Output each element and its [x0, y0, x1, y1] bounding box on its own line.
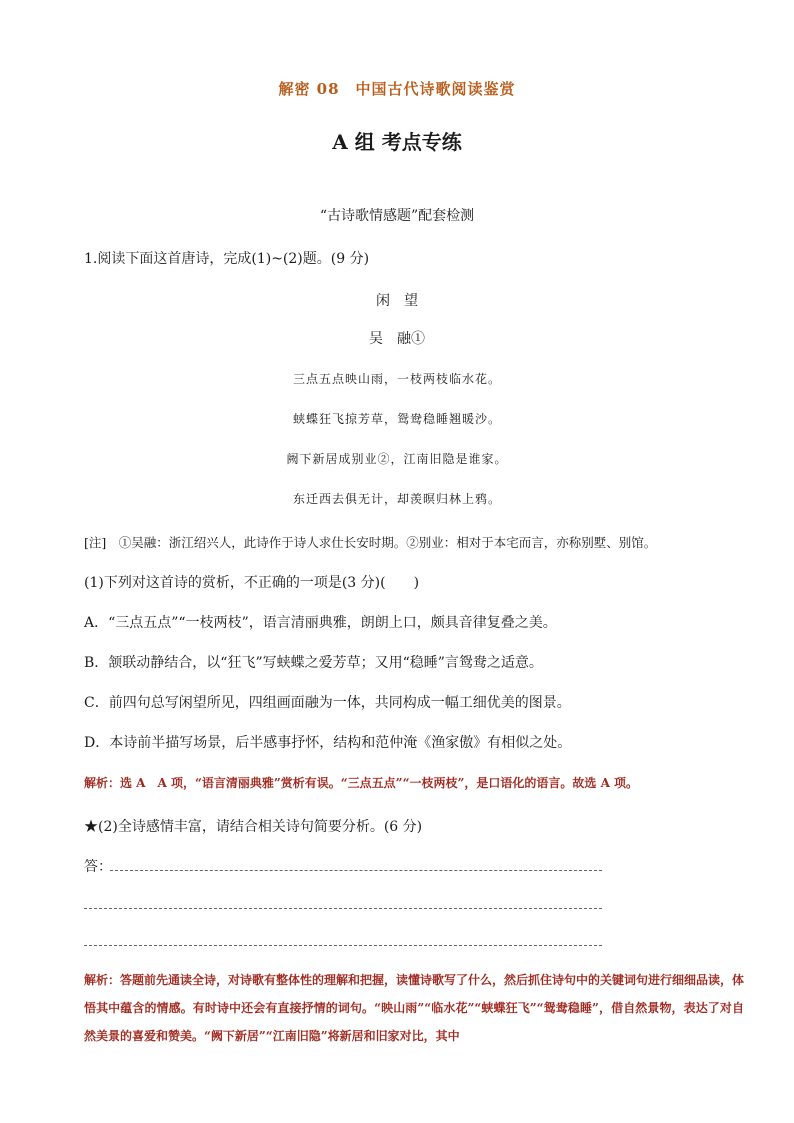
- poem-title: 闲 望: [376, 293, 418, 309]
- answer-line[interactable]: [110, 870, 602, 871]
- analysis-2: 解析：答题前先通读全诗，对诗歌有整体性的理解和把握，读懂诗歌写了什么，然后抓住诗句中的关键词句进行细细品读，体悟其中蕴含的情感。有时诗中还会有直接抒情的词句。“映山雨”“临水花”“蛱蝶狂飞”“鸳鸯稳睡”，借自然景物，表达了对自然美景的喜爱和赞美。“阙下新居”“江南旧隐”将新居和旧家对比，其中: [84, 973, 745, 1043]
- option-c: C．前四句总写闲望所见，四组画面融为一体，共同构成一幅工细优美的图景。: [84, 695, 571, 711]
- question-1-1: (1)下列对这首诗的赏析，不正确的一项是(3 分)( ): [84, 575, 420, 591]
- question-1-2: ★(2)全诗感情丰富，请结合相关诗句简要分析。(6 分): [84, 819, 423, 835]
- answer-label: 答：: [84, 859, 112, 875]
- poem-line: 三点五点映山雨，一枝两枝临水花。: [292, 372, 501, 386]
- poem-line: 阙下新居成别业②，江南旧隐是谁家。: [286, 452, 508, 466]
- option-b: B．颔联动静结合，以“狂飞”写蛱蝶之爱芳草；又用“稳睡”言鸳鸯之适意。: [84, 655, 543, 671]
- option-a: A．“三点五点”“一枝两枝”，语言清丽典雅，朗朗上口，颇具音律复叠之美。: [84, 615, 557, 631]
- poem-author: 吴 融①: [369, 331, 425, 347]
- question-1: 1.阅读下面这首唐诗，完成(1)~(2)题。(9 分): [84, 251, 370, 267]
- section-title: A 组 考点专练: [332, 130, 462, 154]
- document-header: 解密 08 中国古代诗歌阅读鉴赏: [278, 80, 516, 98]
- answer-line[interactable]: [84, 908, 602, 909]
- poem-note: [注] ①吴融：浙江绍兴人，此诗作于诗人求仕长安时期。②别业：相对于本宅而言，亦称别墅、别馆。: [84, 535, 657, 550]
- analysis-1: 解析：选 A A 项，“语言清丽典雅”赏析有误。“三点五点”“一枝两枝”，是口语化的语言。故选 A 项。: [84, 776, 639, 790]
- answer-line[interactable]: [84, 945, 602, 946]
- poem-line: 蛱蝶狂飞掠芳草，鸳鸯稳睡翘暖沙。: [292, 412, 501, 426]
- poem-line: 东迁西去俱无计，却羡暝归林上鸦。: [292, 492, 501, 506]
- option-d: D．本诗前半描写场景，后半感事抒怀，结构和范仲淹《渔家傲》有相似之处。: [84, 735, 572, 751]
- subtitle: “古诗歌情感题”配套检测: [319, 208, 475, 224]
